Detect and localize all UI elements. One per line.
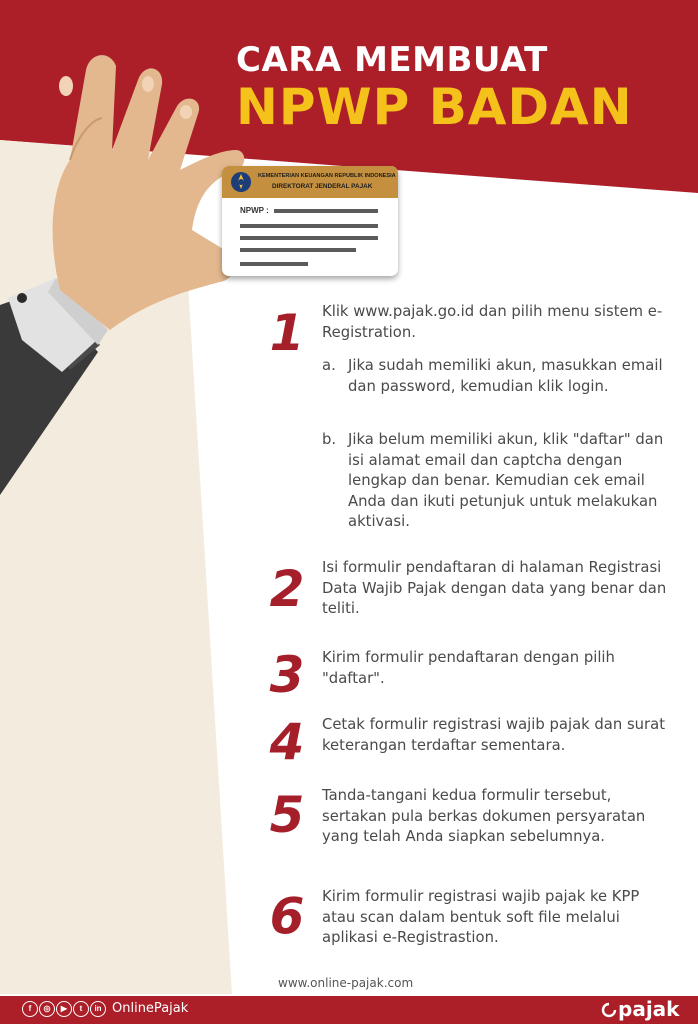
step-text: Kirim formulir pendaftaran dengan pilih "daftar". bbox=[322, 649, 615, 687]
facebook-icon[interactable]: f bbox=[22, 1001, 38, 1017]
step-number: 5 bbox=[269, 786, 305, 844]
step-text: Cetak formulir registrasi wajib pajak dan surat keterangan terdaftar sementara. bbox=[322, 716, 665, 754]
npwp-card bbox=[222, 166, 398, 276]
subitem-text: Jika sudah memiliki akun, masukkan email dan password, kemudian klik login. bbox=[348, 357, 663, 395]
card-directorate-text: DIREKTORAT JENDERAL PAJAK bbox=[272, 183, 373, 190]
subitem-marker: a. bbox=[322, 357, 336, 374]
brand-logo-text: pajak bbox=[618, 997, 680, 1021]
step-number: 3 bbox=[269, 646, 305, 704]
step-text: Tanda-tangani kedua formulir tersebut, sertakan pula berkas dokumen persyaratan yang telah Anda siapkan sebelumnya. bbox=[322, 787, 646, 845]
social-handle: OnlinePajak bbox=[112, 1001, 189, 1016]
card-npwp-label: NPWP : bbox=[240, 206, 269, 215]
step-text: Isi formulir pendaftaran di halaman Registrasi Data Wajib Pajak dengan data yang benar dan teliti. bbox=[322, 559, 667, 617]
footer-bar bbox=[0, 996, 698, 1024]
step-number: 4 bbox=[269, 713, 305, 771]
step-1 bbox=[262, 302, 682, 538]
step-number: 2 bbox=[269, 560, 305, 618]
card-line-bar bbox=[240, 248, 356, 252]
linkedin-icon[interactable]: in bbox=[90, 1001, 106, 1017]
youtube-icon[interactable]: ▶ bbox=[56, 1001, 72, 1017]
card-line-bar bbox=[240, 262, 308, 266]
pajak-logo-icon bbox=[600, 1002, 618, 1018]
title-line-2: NPWP BADAN bbox=[236, 78, 633, 136]
card-line-bar bbox=[240, 236, 378, 240]
step-number: 6 bbox=[269, 887, 305, 945]
card-number-bar bbox=[274, 209, 378, 213]
instagram-icon[interactable]: ◎ bbox=[39, 1001, 55, 1017]
card-line-bar bbox=[240, 224, 378, 228]
title-line-1: CARA MEMBUAT bbox=[236, 40, 548, 80]
step-text: Klik www.pajak.go.id dan pilih menu sistem e-Registration. bbox=[322, 303, 663, 341]
ministry-logo-icon bbox=[230, 171, 252, 193]
subitem-text: Jika belum memiliki akun, klik "daftar" dan isi alamat email dan captcha dengan lengkap dan benar. Kemudian cek email Anda dan ikuti petunjuk untuk melakukan aktivasi. bbox=[348, 431, 664, 530]
card-ministry-text: KEMENTERIAN KEUANGAN REPUBLIK INDONESIA bbox=[258, 173, 396, 179]
website-link[interactable]: www.online-pajak.com bbox=[278, 976, 414, 990]
subitem-marker: b. bbox=[322, 431, 337, 448]
step-text: Kirim formulir registrasi wajib pajak ke KPP atau scan dalam bentuk soft file melalui aplikasi e-Registrastion. bbox=[322, 888, 640, 946]
step-number: 1 bbox=[269, 304, 305, 362]
twitter-icon[interactable]: t bbox=[73, 1001, 89, 1017]
